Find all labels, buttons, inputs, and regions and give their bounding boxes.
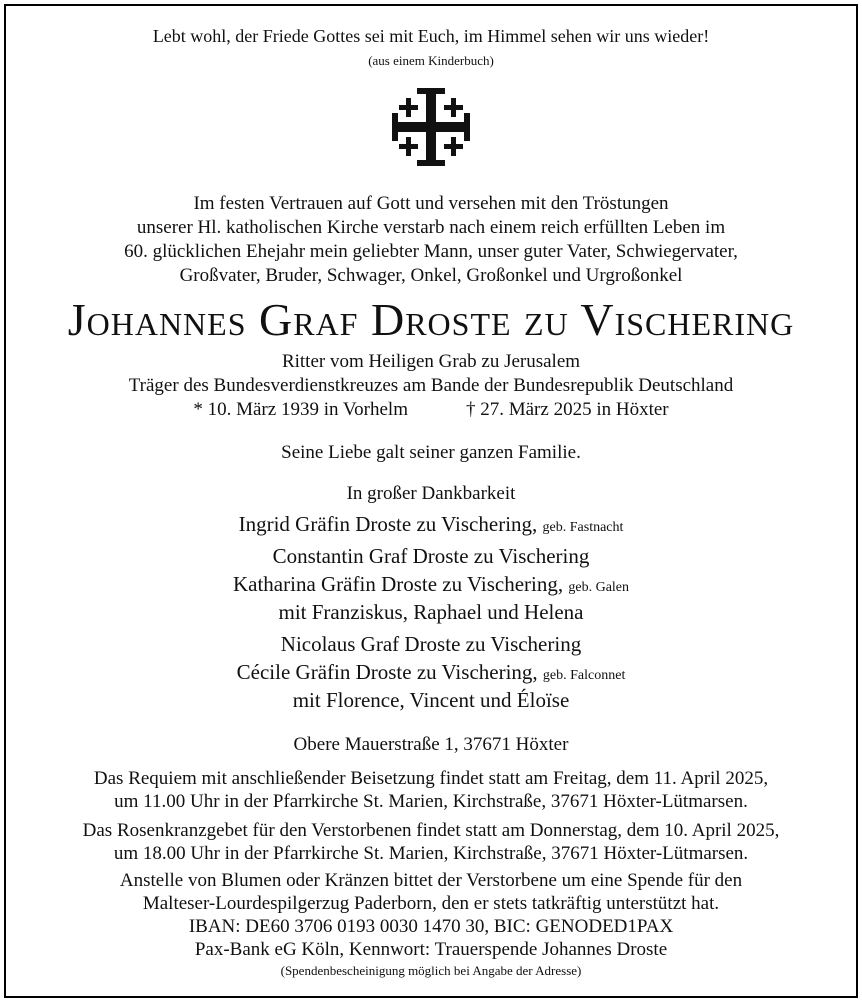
life-dates [6,399,856,421]
event-line: um 11.00 Uhr in der Pfarrkirche St. Marien, Kirchstraße, 37671 Höxter-Lütmarsen. [114,791,748,812]
mourner-birthname: geb. Falconnet [542,668,626,683]
motto-source: (aus einem Kinderbuch) [368,53,494,68]
mourner-name: Ingrid Gräfin Droste zu Vischering, [238,512,538,536]
donation-line: IBAN: DE60 3706 0193 0030 1470 30, BIC: GENODED1PAX [188,916,674,937]
mourner-line [6,660,856,685]
event-line: Das Rosenkranzgebet für den Verstorbenen findet statt am Donnerstag, dem 10. April 2025, [82,820,780,841]
mourner-name: Cécile Gräfin Droste zu Vischering, [236,660,538,684]
birth-date: * 10. März 1939 in Vorhelm [193,399,408,420]
intro-line: 60. glücklichen Ehejahr mein geliebter Mann, unser guter Vater, Schwiegervater, [124,241,738,262]
mourner-birthname: geb. Fastnacht [542,520,624,535]
donation-line: Anstelle von Blumen oder Kränzen bittet der Verstorbene um eine Spende für den [119,870,743,891]
mourner-line: Constantin Graf Droste zu Vischering [272,544,590,568]
deceased-name: Johannes Graf Droste zu Vischering [67,294,795,345]
event-line: um 18.00 Uhr in der Pfarrkirche St. Marien, Kirchstraße, 37671 Höxter-Lütmarsen. [113,843,749,864]
mourner-name: Katharina Gräfin Droste zu Vischering, [232,572,564,596]
address-line: Obere Mauerstraße 1, 37671 Höxter [293,734,569,755]
mourner-line [6,572,856,597]
obituary-notice [4,4,858,998]
mourner-line: mit Florence, Vincent und Éloïse [292,688,570,712]
donation-line: Malteser-Lourdespilgerzug Paderborn, den er stets tatkräftig unterstützt hat. [142,893,720,914]
donation-line: Pax-Bank eG Köln, Kennwort: Trauerspende Johannes Droste [194,939,668,960]
mourner-line: Nicolaus Graf Droste zu Vischering [280,632,582,656]
gratitude-line: In großer Dankbarkeit [346,483,516,504]
event-line: Das Requiem mit anschließender Beisetzung findet statt am Freitag, dem 11. April 2025, [93,768,769,789]
tribute-line: Seine Liebe galt seiner ganzen Familie. [281,442,581,463]
intro-line: Im festen Vertrauen auf Gott und versehen mit den Tröstungen [193,193,669,214]
death-date: † 27. März 2025 in Höxter [465,399,669,420]
intro-line: unserer Hl. katholischen Kirche verstarb nach einem reich erfüllten Leben im [136,217,726,238]
jerusalem-cross-icon [388,84,474,170]
mourner-line: mit Franziskus, Raphael und Helena [278,600,584,624]
intro-line: Großvater, Bruder, Schwager, Onkel, Großonkel und Urgroßonkel [179,265,683,286]
deceased-title: Ritter vom Heiligen Grab zu Jerusalem [281,351,581,372]
donation-note: (Spendenbescheinigung möglich bei Angabe der Adresse) [280,963,582,978]
mourner-birthname: geb. Galen [568,580,630,595]
mourner-line [6,512,856,537]
motto-quote: Lebt wohl, der Friede Gottes sei mit Euch, im Himmel sehen wir uns wieder! [152,26,710,46]
deceased-title: Träger des Bundesverdienstkreuzes am Bande der Bundesrepublik Deutschland [128,375,734,396]
